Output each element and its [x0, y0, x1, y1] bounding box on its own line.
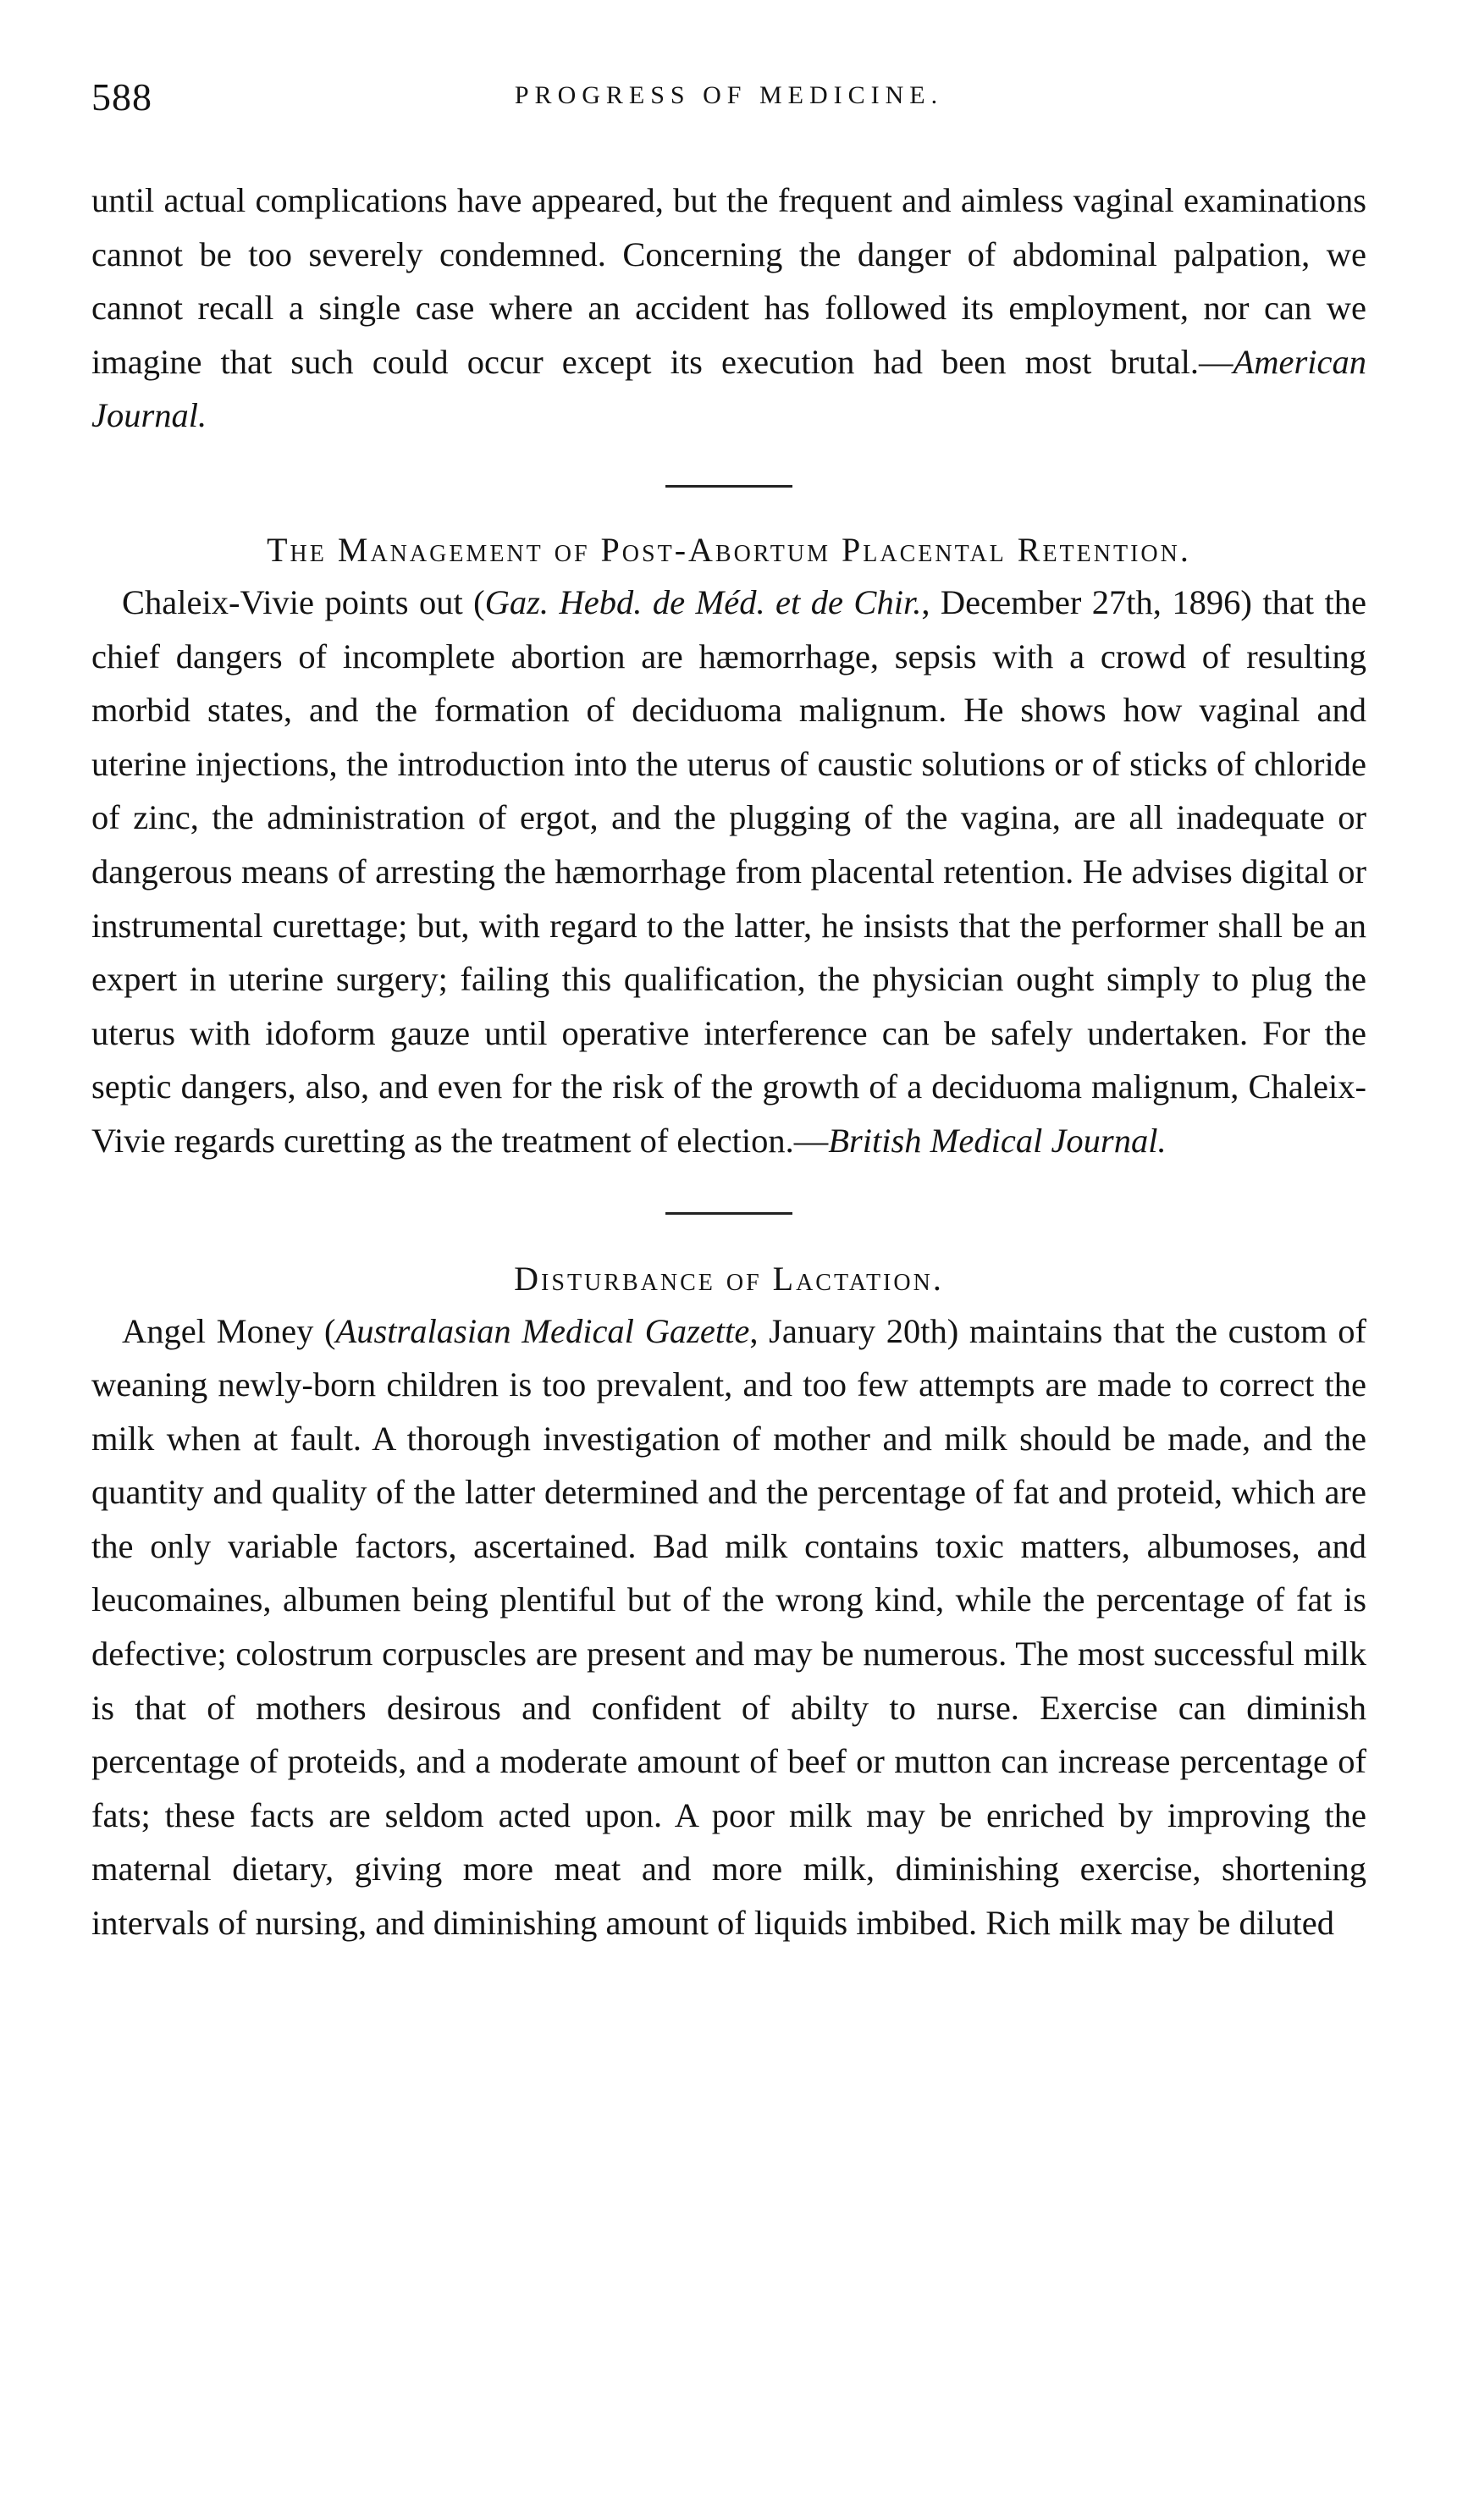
source-citation: British Medical Journal.	[828, 1121, 1167, 1160]
journal-citation: Gaz. Hebd. de Méd. et de Chir.	[484, 582, 922, 621]
page-number: 588	[91, 75, 152, 119]
continuation-paragraph	[91, 174, 1366, 443]
section-heading-lactation: Disturbance of Lactation.	[514, 1259, 944, 1298]
placental-retention-paragraph	[91, 576, 1366, 1168]
source-citation: American Journal.	[91, 342, 1366, 435]
running-title: PROGRESS OF MEDICINE.	[514, 81, 944, 109]
running-head	[91, 74, 1366, 125]
page-body	[91, 174, 1366, 1950]
section-divider	[665, 1212, 792, 1215]
journal-citation: Australasian Medical Gazette	[335, 1311, 750, 1350]
paragraph-text: Chaleix-Vivie points out (	[122, 582, 485, 621]
continuation-text: until actual complications have appeared, but the frequent and aimless vaginal examinations cannot be too severely condemned. Concerning the danger of abdominal palpation, we cannot recall a single case where an accident has followed its employment, nor can we imagine that such could occur except its execution had been most brutal.—	[91, 181, 1366, 381]
paragraph-text: Angel Money (	[122, 1311, 336, 1350]
lactation-paragraph	[91, 1304, 1366, 1950]
paragraph-text: , January 20th) maintains that the custom of weaning newly-born children is too prevalent, and too few attempts are made to correct the milk when at fault. A thorough investigation of mother and milk should be made, and the quantity and quality of the latter determined and the percentage of fat and proteid, which are the only variable factors, ascertained. Bad milk contains toxic matters, albumoses, and leucomaines, albumen being plentiful but of the wrong kind, while the percentage of fat is defective; colostrum corpuscles are present and may be numerous. The most successful milk is that of mothers desirous and confident of abilty to nurse. Exercise can diminish percentage of proteids, and a moderate amount of beef or mutton can increase percentage of fats; these facts are seldom acted upon. A poor milk may be enriched by improving the maternal dietary, giving more meat and more milk, diminishing exercise, shortening intervals of nursing, and diminishing amount of liquids imbibed. Rich milk may be diluted	[91, 1311, 1366, 1943]
paragraph-text: , December 27th, 1896) that the chief dangers of incomplete abortion are hæmorrhage, sepsis with a crowd of resulting morbid states, and the formation of deciduoma malignum. He shows how vaginal and uterine injections, the introduction into the uterus of caustic solutions or of sticks of chloride of zinc, the administration of ergot, and the plugging of the vagina, are all inadequate or dangerous means of arresting the hæmorrhage from placental retention. He advises digital or instrumental curettage; but, with regard to the latter, he insists that the performer shall be an expert in uterine surgery; failing this qualification, the physician ought simply to plug the uterus with idoform gauze until operative interference can be safely undertaken. For the septic dangers, also, and even for the risk of the growth of a deciduoma malignum, Chaleix-Vivie regards curetting as the treatment of election.—	[91, 582, 1366, 1160]
section-divider	[665, 485, 792, 488]
section-heading-placental-retention: The Management of Post-Abortum Placental Retention.	[267, 530, 1191, 569]
